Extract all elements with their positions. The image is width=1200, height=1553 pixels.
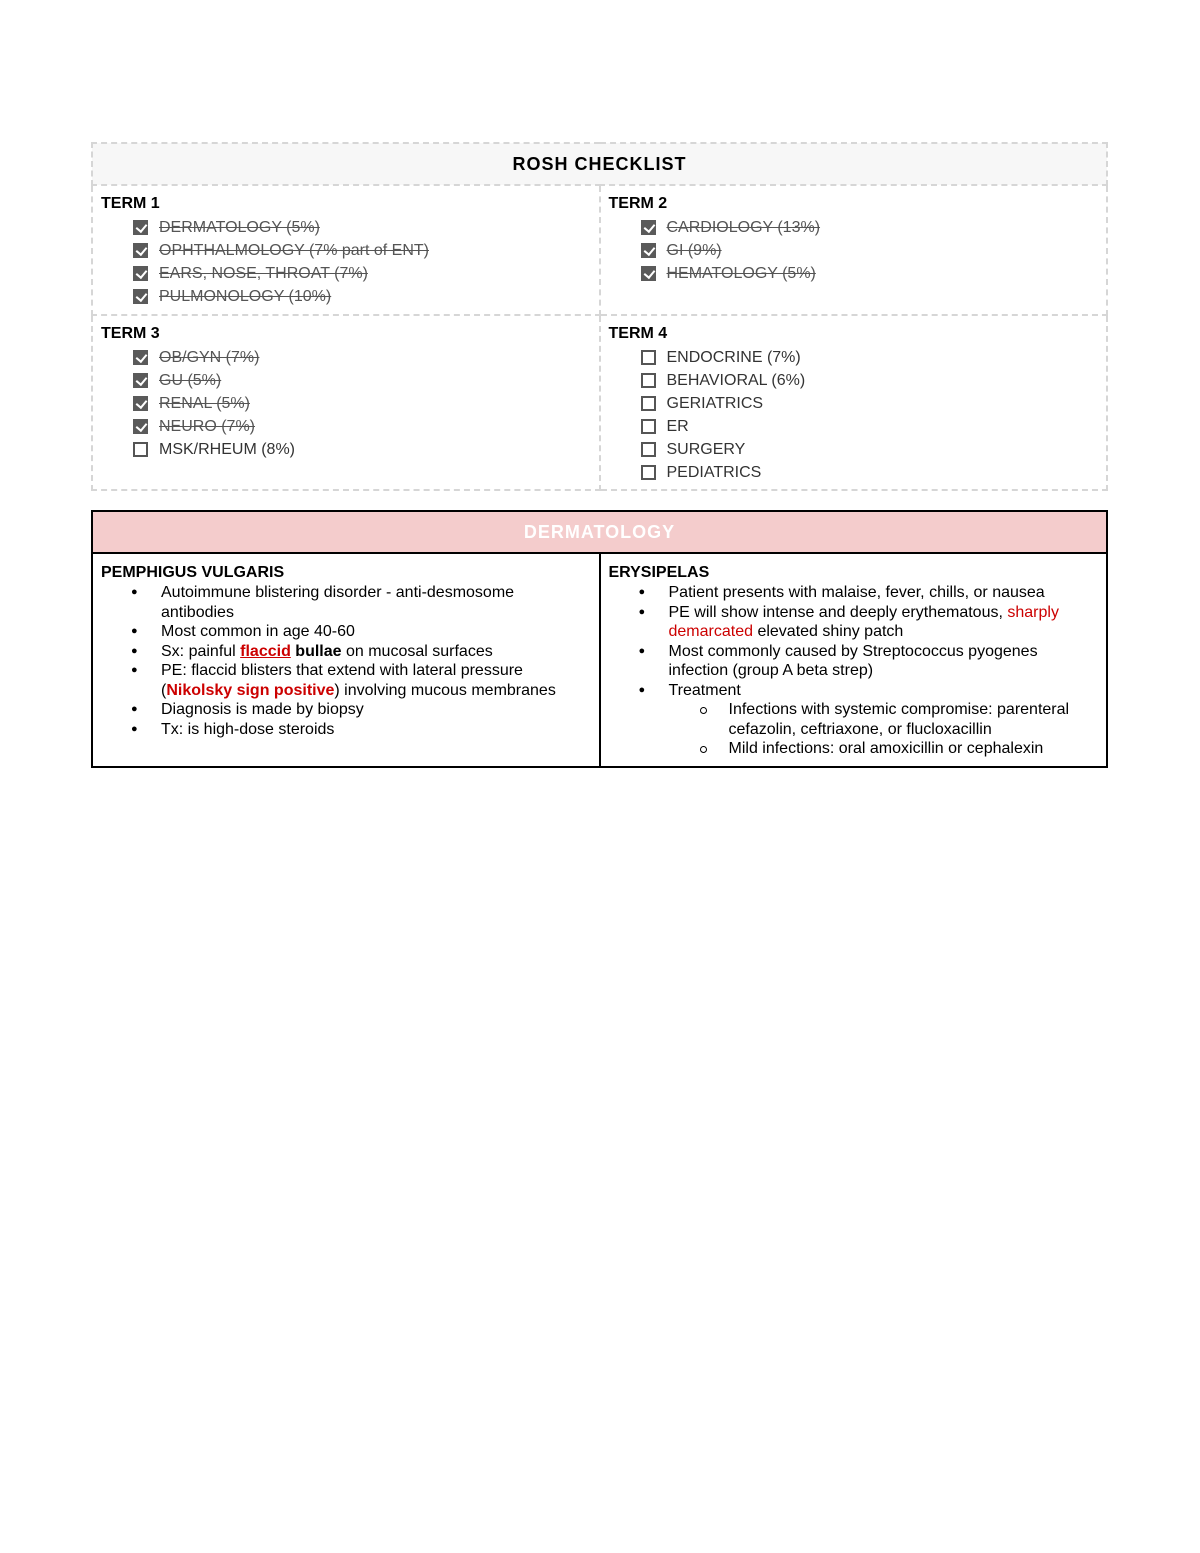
checklist-item — [641, 392, 1099, 415]
section-title: ERYSIPELAS — [608, 564, 710, 581]
checked-checkbox[interactable] — [641, 243, 656, 258]
highlight-nikolsky: Nikolsky sign positive — [166, 681, 335, 699]
bullet-item: ● Most common in age 40-60 — [161, 622, 591, 642]
bullet-item: ● Patient presents with malaise, fever, chills, or nausea — [669, 583, 1099, 603]
unchecked-checkbox[interactable] — [641, 419, 656, 434]
checklist-item — [641, 239, 1099, 262]
checklist-item — [641, 262, 1099, 285]
checklist-item — [641, 415, 1099, 438]
unchecked-checkbox[interactable] — [641, 373, 656, 388]
checked-checkbox[interactable] — [133, 243, 148, 258]
checklist-item-label: OPHTHALMOLOGY (7% part of ENT) — [159, 241, 429, 259]
term-list — [101, 216, 591, 308]
term-title: TERM 3 — [101, 325, 160, 342]
checklist-item-label: MSK/RHEUM (8%) — [159, 440, 296, 458]
unchecked-checkbox[interactable] — [641, 396, 656, 411]
text-run: on mucosal surfaces — [341, 642, 493, 660]
checklist-item-label: ENDOCRINE (7%) — [666, 348, 801, 366]
checklist-title: ROSH CHECKLIST — [92, 143, 1107, 185]
checklist-item-label: PULMONOLOGY (10%) — [159, 287, 332, 305]
unchecked-checkbox[interactable] — [641, 442, 656, 457]
checked-checkbox[interactable] — [641, 266, 656, 281]
highlight-sharply-demarcated: sharply demarcated — [668, 603, 1059, 640]
dermatology-header: DERMATOLOGY — [92, 511, 1107, 553]
checklist-item-label: GERIATRICS — [666, 394, 764, 412]
checklist-item-label: NEURO (7%) — [159, 417, 256, 435]
checklist-item-label: SURGERY — [666, 440, 746, 458]
erysipelas-cell — [600, 553, 1108, 767]
checklist-item-label: BEHAVIORAL (6%) — [666, 371, 806, 389]
text-run: Sx: painful — [161, 642, 241, 660]
checked-checkbox[interactable] — [133, 289, 148, 304]
checked-checkbox[interactable] — [133, 419, 148, 434]
text-run: elevated shiny patch — [753, 623, 904, 640]
rosh-checklist-table — [91, 142, 1108, 491]
term-list — [609, 346, 1099, 484]
checklist-item — [641, 461, 1099, 484]
sub-bullet-item: Mild infections: oral amoxicillin or cephalexin — [729, 739, 1099, 759]
checklist-item-label: GI (9%) — [666, 241, 722, 259]
sub-bullet-item: Infections with systemic compromise: parenteral cefazolin, ceftriaxone, or flucloxacillin — [729, 700, 1099, 739]
checklist-item — [133, 346, 591, 369]
text-run: PE will show intense and deeply erythematous, — [668, 603, 1008, 621]
checked-checkbox[interactable] — [133, 373, 148, 388]
bullet-item: ● Autoimmune blistering disorder - anti-desmosome antibodies — [161, 583, 591, 622]
bullet-item — [669, 681, 1099, 759]
checklist-item-label: DERMATOLOGY (5%) — [159, 218, 320, 236]
checked-checkbox[interactable] — [133, 350, 148, 365]
sub-bullet-list — [669, 700, 1099, 759]
checklist-item-label: OB/GYN (7%) — [159, 348, 260, 366]
term-3-cell — [92, 315, 600, 490]
text-run: ) involving mucous membranes — [334, 681, 556, 699]
bullet-item: ● Most commonly caused by Streptococcus pyogenes infection (group A beta strep) — [669, 642, 1099, 681]
bullet-item — [669, 603, 1099, 642]
bullet-item — [161, 661, 591, 700]
term-list — [101, 346, 591, 461]
checklist-item-label: ER — [666, 417, 689, 435]
dermatology-table — [91, 510, 1108, 768]
term-4-cell — [600, 315, 1108, 490]
checklist-item — [641, 346, 1099, 369]
checklist-item-label: CARDIOLOGY (13%) — [666, 218, 821, 236]
term-2-cell — [600, 185, 1108, 315]
term-title: TERM 2 — [608, 195, 668, 212]
term-title: TERM 1 — [101, 195, 160, 212]
term-title: TERM 4 — [608, 325, 668, 342]
text-run: PE: flaccid blisters that extend with lateral pressure ( — [161, 662, 523, 699]
checklist-item — [133, 216, 591, 239]
term-1-cell — [92, 185, 600, 315]
checklist-item-label: EARS, NOSE, THROAT (7%) — [159, 264, 368, 282]
checklist-item — [133, 285, 591, 308]
checked-checkbox[interactable] — [133, 266, 148, 281]
checklist-item — [133, 438, 591, 461]
bold-bullae: bullae — [290, 642, 342, 660]
checklist-item-label: PEDIATRICS — [666, 463, 762, 481]
text-run: Treatment — [668, 681, 741, 699]
bullet-item: ● Tx: is high-dose steroids — [161, 720, 591, 740]
checked-checkbox[interactable] — [641, 220, 656, 235]
checklist-item — [641, 369, 1099, 392]
bullet-item: ● Diagnosis is made by biopsy — [161, 700, 591, 720]
checklist-item-label: GU (5%) — [159, 371, 222, 389]
checked-checkbox[interactable] — [133, 396, 148, 411]
checklist-item — [133, 239, 591, 262]
unchecked-checkbox[interactable] — [133, 442, 148, 457]
checklist-item-label: RENAL (5%) — [159, 394, 250, 412]
highlight-flaccid: flaccid — [240, 642, 291, 660]
unchecked-checkbox[interactable] — [641, 465, 656, 480]
checklist-item-label: HEMATOLOGY (5%) — [666, 264, 816, 282]
checked-checkbox[interactable] — [133, 220, 148, 235]
term-list — [609, 216, 1099, 285]
bullet-item — [161, 642, 591, 662]
checklist-item — [133, 392, 591, 415]
checklist-item — [133, 262, 591, 285]
pemphigus-cell — [92, 553, 600, 767]
checklist-item — [133, 369, 591, 392]
checklist-item — [641, 216, 1099, 239]
checklist-item — [133, 415, 591, 438]
unchecked-checkbox[interactable] — [641, 350, 656, 365]
checklist-item — [641, 438, 1099, 461]
bullet-list — [609, 583, 1099, 759]
bullet-list — [101, 583, 591, 739]
section-title: PEMPHIGUS VULGARIS — [101, 564, 285, 581]
